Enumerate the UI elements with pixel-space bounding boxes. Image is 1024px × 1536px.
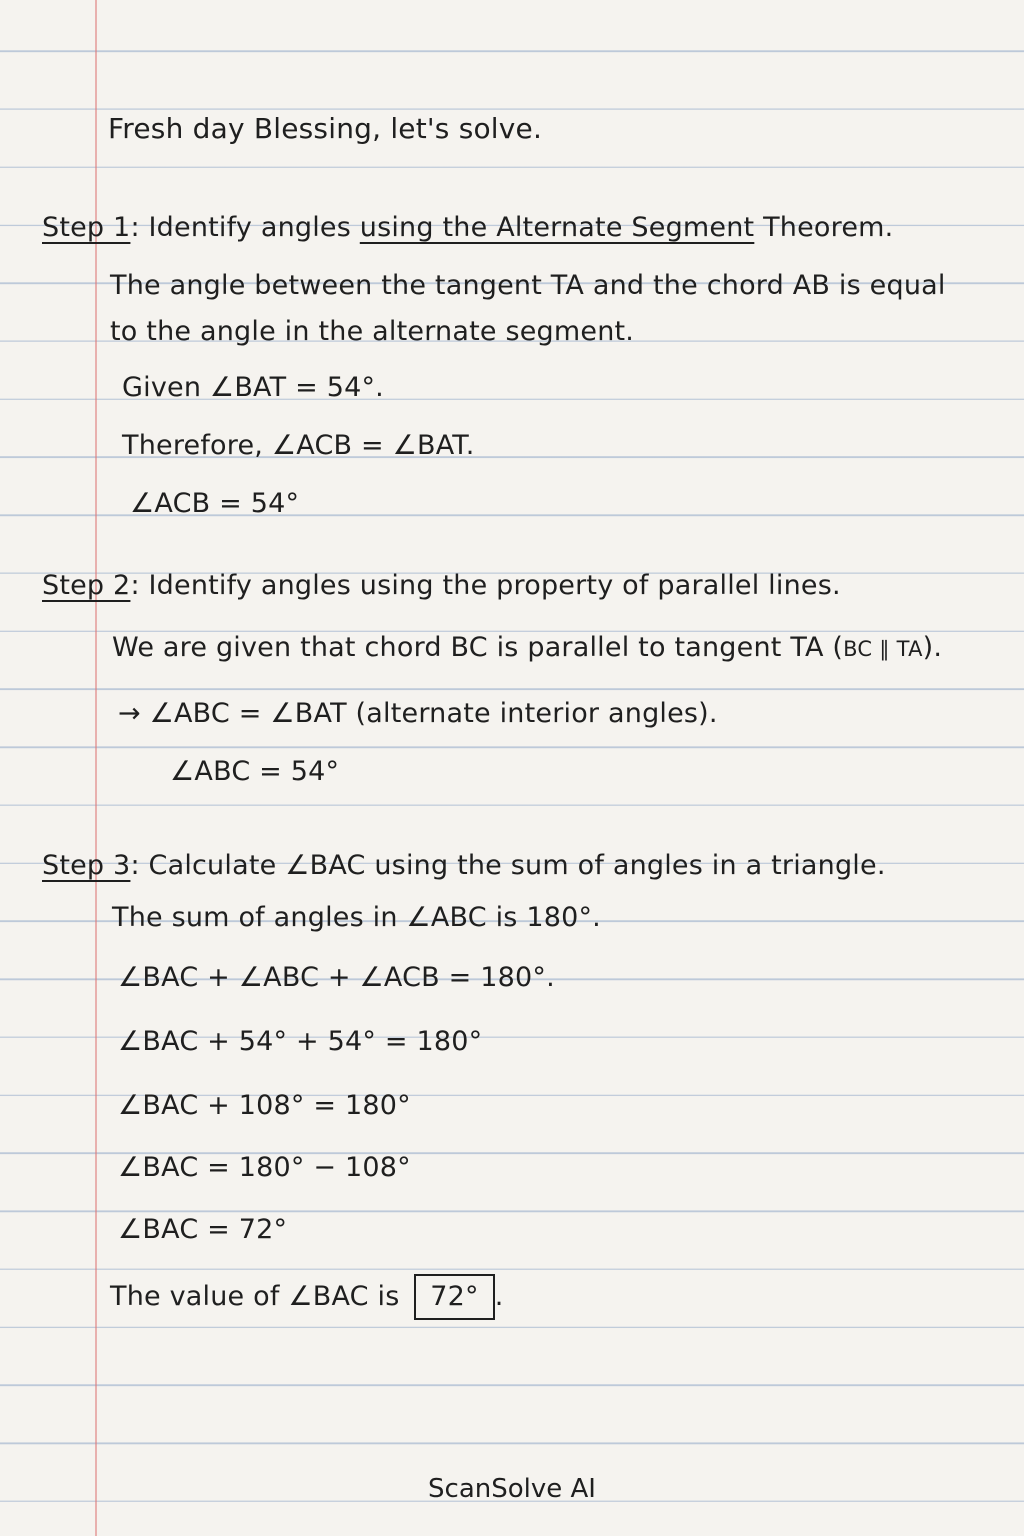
step3-line3: ∠BAC + 54° + 54° = 180° [118,1026,483,1057]
conclusion [110,1274,504,1320]
step2-line2: → ∠ABC = ∠BAT (alternate interior angles). [118,698,718,729]
step2-line1-small: BC ∥ TA [843,637,923,661]
step2-line1-end: ). [922,632,943,663]
step3-label: Step 3 [42,850,131,881]
step2-line3: ∠ABC = 54° [170,756,340,787]
step3-line6: ∠BAC = 72° [118,1214,288,1245]
greeting: Fresh day Blessing, let's solve. [108,112,543,145]
step1-heading [42,212,893,243]
step1-title-underlined: using the Alternate Segment [359,212,755,243]
step1-line5: ∠ACB = 54° [130,488,300,519]
step1-label: Step 1 [42,212,131,243]
step3-line5: ∠BAC = 180° − 108° [118,1152,411,1183]
conclusion-period: . [494,1281,504,1312]
step3-line1: The sum of angles in ∠ABC is 180°. [112,902,601,933]
step1-line2: to the angle in the alternate segment. [110,316,635,347]
step1-title-post: Theorem. [754,212,894,243]
step3-line2: ∠BAC + ∠ABC + ∠ACB = 180°. [118,962,555,993]
step2-title: : Identify angles using the property of parallel lines. [130,570,841,601]
footer-brand: ScanSolve AI [428,1474,596,1504]
step3-title: : Calculate ∠BAC using the sum of angles in a triangle. [130,850,886,881]
answer-box: 72° [414,1274,494,1320]
step1-title-pre: : Identify angles [130,212,360,243]
step1-line4: Therefore, ∠ACB = ∠BAT. [122,430,475,461]
step1-line1: The angle between the tangent TA and the chord AB is equal [110,270,946,301]
step3-line4: ∠BAC + 108° = 180° [118,1090,411,1121]
step2-heading [42,570,841,601]
step2-line1-main: We are given that chord BC is parallel to tangent TA ( [112,632,844,663]
step1-line3: Given ∠BAT = 54°. [122,372,384,403]
step2-label: Step 2 [42,570,131,601]
step3-heading [42,850,886,881]
conclusion-text: The value of ∠BAC is [110,1281,400,1312]
step2-line1 [112,632,942,663]
